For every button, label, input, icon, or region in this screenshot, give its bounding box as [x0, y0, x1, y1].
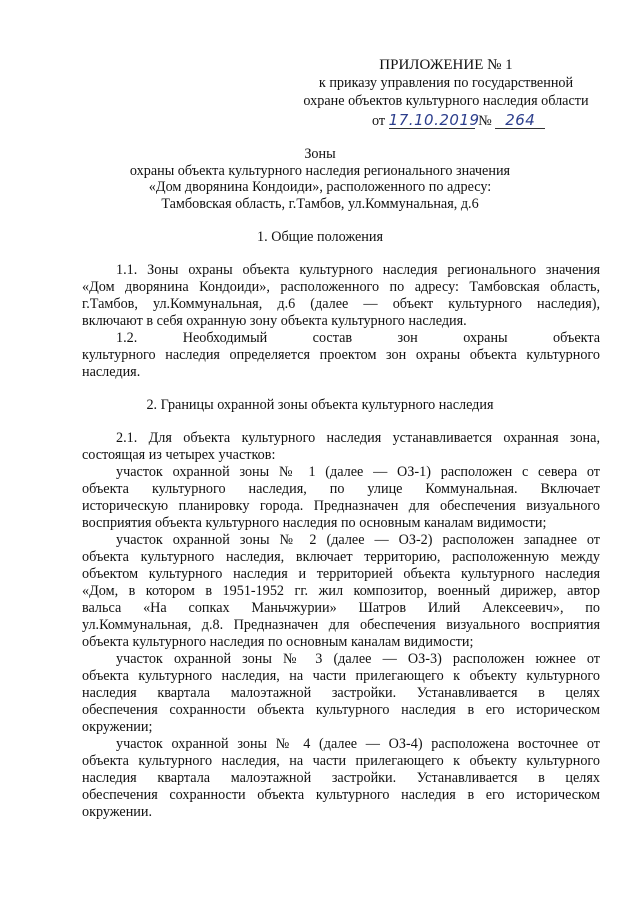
paragraph-1-1: 1.1. Зоны охраны объекта культурного наследия регионального значения «Дом дворянина Кондоиди», расположенного по адресу: Тамбовская область, г.Тамбов, ул.Коммунальная, д.6 (далее — объект культурного наследия), включают в себя охранную зону объекта культурного наследия.	[82, 262, 600, 329]
order-number-handwritten: 264	[505, 111, 536, 129]
order-no-prefix: №	[478, 113, 492, 129]
order-date-handwritten: 17.10.2019	[388, 111, 480, 129]
zones-title-line-4: Тамбовская область, г.Тамбов, ул.Коммунальная, д.6	[161, 195, 479, 212]
zones-title-line-2: охраны объекта культурного наследия регионального значения	[129, 162, 511, 179]
appendix-header	[296, 56, 596, 110]
zones-title-line-3: «Дом дворянина Кондоиди», расположенного по адресу:	[148, 179, 492, 195]
paragraph-2-1: 2.1. Для объекта культурного наследия устанавливается охранная зона, состоящая из четырех участков:	[82, 430, 600, 463]
zone-oz-2-paragraph: участок охранной зоны № 2 (далее — ОЗ-2) расположен западнее от объекта культурного наследия, включает территорию, расположенную между объектом культурного наследия и территорией объекта культурного наследия «Дом, в котором в 1951-1952 гг. жил композитор, военный дирижер, автор вальса «На сопках Маньчжурии» Шатров Илий Алексеевич», по ул.Коммунальная, д.8. Предназначен для обеспечения визуального восприятия объекта культурного наследия по основным каналам видимости;	[82, 532, 600, 650]
appendix-line-2: охране объектов культурного наследия области	[303, 93, 589, 109]
zones-title	[60, 146, 580, 212]
zone-oz-3-paragraph: участок охранной зоны № 3 (далее — ОЗ-3) расположен южнее от объекта культурного наследия, на части прилегающего к объекту культурного наследия квартала малоэтажной застройки. Устанавливается в целях обеспечения сохранности объекта культурного наследия в его историческом окружении;	[82, 651, 600, 735]
zone-oz-1-paragraph: участок охранной зоны № 1 (далее — ОЗ-1) расположен с севера от объекта культурного наследия, по улице Коммунальная. Включает историческую планировку города. Предназначен для обеспечения визуального восприятия объекта культурного наследия по основным каналам видимости;	[82, 464, 600, 531]
appendix-line-1: к приказу управления по государственной	[318, 75, 574, 91]
appendix-title: ПРИЛОЖЕНИЕ № 1	[379, 57, 513, 73]
paragraph-1-2: 1.2. Необходимый состав зон охраны объекта культурного наследия определяется проектом зон охраны объекта культурного наследия.	[82, 330, 600, 380]
order-date-line	[372, 112, 545, 130]
section-1-heading: 1. Общие положения	[257, 229, 383, 245]
zone-oz-4-paragraph: участок охранной зоны № 4 (далее — ОЗ-4) расположена восточнее от объекта культурного наследия, на части прилегающего к объекту культурного наследия квартала малоэтажной застройки. Устанавливается в целях обеспечения сохранности объекта культурного наследия в его историческом окружении.	[82, 736, 600, 820]
order-prefix: от	[372, 113, 386, 129]
zones-title-line-1: Зоны	[304, 146, 336, 162]
section-2-heading: 2. Границы охранной зоны объекта культурного наследия	[146, 397, 494, 413]
